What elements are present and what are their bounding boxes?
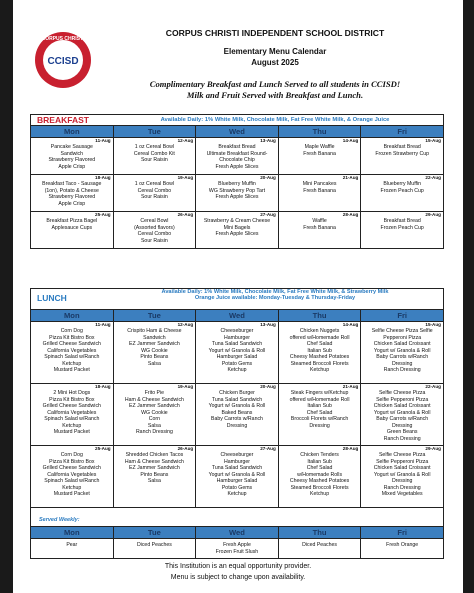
menu-items: Chicken Tenders Italian Sub Chef Salad w/Homemade Rolls Cheesy Mashed Potatoes Steamed Broccoli Florets Ketchup bbox=[289, 452, 350, 497]
ln-cell bbox=[196, 384, 279, 446]
bf-cell bbox=[361, 138, 444, 175]
date-label: 28-Aug bbox=[342, 446, 359, 451]
menu-items: Shredded Chicken Tacos Ham & Cheese Sandwich EZ Jammer Sandwich Pinto Beans Salsa bbox=[124, 452, 184, 484]
date-label: 12-Aug bbox=[177, 322, 194, 327]
footer-line-2: Menu is subject to change upon availability. bbox=[170, 574, 306, 581]
menu-items: Selfie Cheese Pizza Selfie Pepperoni Pizza Chicken Salad Croissant Yogurt w/ Granola & Roll Baby Carrots w/Ranch Dressing Ranch Dressing bbox=[371, 328, 433, 373]
bf-cell bbox=[361, 212, 444, 249]
menu-items: Selfie Cheese Pizza Selfie Pepperoni Pizza Chicken Salad Croissant Yogurt w/ Granola & Roll Baby Carrots w/Ranch Dressing Green Beans Ranch Dressing bbox=[373, 390, 431, 442]
menu-items: Cereal Bowl (Assorted flavors) Cereal Combo Sour Raisin bbox=[134, 218, 175, 244]
menu-items: Crispito Ham & Cheese Sandwich EZ Jammer Sandwich WG Cookie Pinto Beans Salsa bbox=[127, 328, 182, 367]
ln-cell bbox=[361, 446, 444, 508]
bf-cell bbox=[31, 212, 114, 249]
breakfast-available: Available Daily: 1% White Milk, Chocolate Milk, Fat Free White Milk, & Orange Juice bbox=[160, 117, 390, 123]
menu-items: Corn Dog Pizza Kit Bistro Box Grilled Cheese Sandwich California Vegetables Spinach Salad w/Ranch Ketchup Mustard Packet bbox=[42, 452, 101, 497]
date-label: 25-Aug bbox=[95, 212, 111, 217]
ln-cell bbox=[278, 384, 361, 446]
date-label: 18-Aug bbox=[95, 175, 111, 180]
menu-items: Corn Dog Pizza Kit Bistro Box Grilled Cheese Sandwich California Vegetables Spinach Salad w/Ranch Ketchup Mustard Packet bbox=[42, 328, 101, 373]
menu-items: Chicken Nuggets offered w/Homemade Roll Chef Salad Italian Sub Cheesy Mashed Potatoes Steamed Broccoli Florets Ketchup bbox=[289, 328, 350, 373]
ln-day-tue: Tue bbox=[113, 310, 196, 322]
menu-items: Mini Pancakes Fresh Banana bbox=[302, 181, 337, 194]
weekly-item: Pear bbox=[66, 542, 78, 548]
menu-items: 1 oz Cereal Bowl Cereal Combo Sour Raisin bbox=[134, 181, 174, 200]
menu-items: Cheeseburger Hamburger Tuna Salad Sandwich Yogurt w/ Granola & Roll Hamburger Salad Potato Gems Ketchup bbox=[208, 452, 266, 497]
menu-items: Breakfast Pizza Bagel Applesauce Cups bbox=[46, 218, 98, 231]
menu-items: Breakfast Bread Ultimate Breakfast Round- Chocolate Chip Fresh Apple Slices bbox=[206, 144, 268, 170]
date-label: 21-Aug bbox=[342, 384, 359, 389]
menu-items: Breakfast Bread Frozen Peach Cup bbox=[380, 218, 424, 231]
notice-line-1: Complimentary Breakfast and Lunch Served to all students in CCISD! bbox=[149, 79, 401, 89]
date-label: 15-Aug bbox=[425, 138, 441, 143]
bf-day-wed: Wed bbox=[196, 126, 279, 138]
bf-cell bbox=[361, 175, 444, 212]
date-label: 26-Aug bbox=[177, 212, 194, 217]
menu-items: Pancake Sausage Sandwich Strawberry Flavored Apple Crisp bbox=[48, 144, 96, 170]
menu-items: Chicken Burger Tuna Salad Sandwich Yogurt w/ Granola & Roll Baked Beans Baby Carrots w/Ranch Dressing bbox=[208, 390, 266, 429]
menu-items: Strawberry & Cream Cheese Mini Bagels Fresh Apple Slices bbox=[203, 218, 271, 237]
weekly-label: Served Weekly: bbox=[39, 517, 80, 523]
bf-cell bbox=[113, 212, 196, 249]
wk-day-mon: Mon bbox=[31, 527, 114, 539]
date-label: 26-Aug bbox=[177, 446, 194, 451]
ln-day-thu: Thu bbox=[278, 310, 361, 322]
district-name: CORPUS CHRISTI INDEPENDENT SCHOOL DISTRICT bbox=[165, 28, 385, 38]
menu-items: Steak Fingers w/Ketchup offered w/Homemade Roll Italian Sub Chef Salad Broccoli Florets w/Ranch Dressing bbox=[289, 390, 350, 429]
logo-mid-text: CCISD bbox=[47, 56, 79, 67]
date-label: 11-Aug bbox=[95, 138, 111, 143]
date-label: 15-Aug bbox=[425, 322, 441, 327]
bf-cell bbox=[196, 212, 279, 249]
date-label: 21-Aug bbox=[342, 175, 359, 180]
weekly-cell bbox=[278, 539, 361, 559]
weekly-item: Diced Peaches bbox=[136, 542, 172, 548]
bf-cell bbox=[31, 175, 114, 212]
menu-items: 1 oz Cereal Bowl Cereal Combo Kit Sour Raisin bbox=[133, 144, 175, 163]
menu-items: Maple Waffle Fresh Banana bbox=[303, 144, 336, 157]
bf-cell bbox=[278, 138, 361, 175]
right-dark-edge bbox=[463, 0, 474, 593]
date-label: 22-Aug bbox=[425, 175, 441, 180]
menu-items: Cheeseburger Hamburger Tuna Salad Sandwich Yogurt w/ Granola & Roll Hamburger Salad Potato Gems Ketchup bbox=[208, 328, 266, 373]
date-label: 29-Aug bbox=[425, 446, 441, 451]
menu-items: Blueberry Muffin Frozen Peach Cup bbox=[380, 181, 424, 194]
ln-cell bbox=[113, 384, 196, 446]
logo-top-text: CORPUS CHRISTI bbox=[41, 36, 85, 42]
wk-day-fri: Fri bbox=[361, 527, 444, 539]
bf-cell bbox=[278, 212, 361, 249]
weekly-cell bbox=[31, 539, 114, 559]
bf-cell bbox=[278, 175, 361, 212]
weekly-cell bbox=[361, 539, 444, 559]
ln-cell bbox=[31, 322, 114, 384]
ln-cell bbox=[361, 384, 444, 446]
date-label: 29-Aug bbox=[425, 212, 441, 217]
menu-month: August 2025 bbox=[251, 58, 299, 67]
ln-cell bbox=[361, 322, 444, 384]
date-label: 14-Aug bbox=[342, 322, 359, 327]
lunch-available: Available Daily: 1% White Milk, Chocolate Milk, Fat Free White Milk, & Strawberry Milk bbox=[161, 289, 389, 295]
date-label: 19-Aug bbox=[177, 175, 194, 180]
bf-cell bbox=[113, 175, 196, 212]
weekly-item: Fresh Apple Frozen Fruit Slush bbox=[215, 542, 259, 555]
weekly-item: Diced Peaches bbox=[302, 542, 338, 548]
menu-items: Breakfast Bread Frozen Strawberry Cup bbox=[375, 144, 429, 157]
date-label: 19-Aug bbox=[177, 384, 194, 389]
lunch-juice: Orange Juice available: Monday-Tuesday & Thursday-Friday bbox=[194, 295, 356, 301]
ln-cell bbox=[196, 446, 279, 508]
notice-line-2: Milk and Fruit Served with Breakfast and Lunch. bbox=[186, 90, 364, 100]
ln-cell bbox=[113, 446, 196, 508]
wk-day-tue: Tue bbox=[113, 527, 196, 539]
bf-cell bbox=[196, 175, 279, 212]
weekly-item: Fresh Orange bbox=[386, 542, 419, 548]
bf-day-mon: Mon bbox=[31, 126, 114, 138]
date-label: 12-Aug bbox=[177, 138, 194, 143]
bf-day-thu: Thu bbox=[278, 126, 361, 138]
date-label: 13-Aug bbox=[260, 138, 276, 143]
bf-cell bbox=[31, 138, 114, 175]
menu-items: Waffle Fresh Banana bbox=[303, 218, 336, 231]
weekly-cell bbox=[196, 539, 279, 559]
date-label: 27-Aug bbox=[260, 446, 276, 451]
footer-line-1: This Institution is an equal opportunity provider. bbox=[164, 563, 312, 570]
date-label: 14-Aug bbox=[342, 138, 359, 143]
breakfast-table bbox=[30, 114, 444, 249]
ln-cell bbox=[31, 384, 114, 446]
breakfast-label: BREAKFAST bbox=[37, 115, 89, 125]
left-dark-edge bbox=[0, 0, 13, 593]
menu-items: Frito Pie Ham & Cheese Sandwich EZ Jammer Sandwich WG Cookie Corn Salsa Ranch Dressing bbox=[124, 390, 184, 435]
wk-day-thu: Thu bbox=[278, 527, 361, 539]
ln-cell bbox=[278, 322, 361, 384]
wk-day-wed: Wed bbox=[196, 527, 279, 539]
bf-cell bbox=[113, 138, 196, 175]
date-label: 13-Aug bbox=[260, 322, 276, 327]
ccisd-logo bbox=[33, 30, 93, 90]
ln-day-mon: Mon bbox=[31, 310, 114, 322]
lunch-label: LUNCH bbox=[37, 293, 67, 303]
date-label: 18-Aug bbox=[95, 384, 111, 389]
menu-items: Breakfast Taco - Sausage (1on), Potato & Cheese Strawberry Flavored Apple Crisp bbox=[42, 181, 102, 207]
weekly-cell bbox=[113, 539, 196, 559]
bf-day-tue: Tue bbox=[113, 126, 196, 138]
bf-day-fri: Fri bbox=[361, 126, 444, 138]
ln-cell bbox=[278, 446, 361, 508]
ln-cell bbox=[196, 322, 279, 384]
date-label: 25-Aug bbox=[95, 446, 111, 451]
date-label: 20-Aug bbox=[260, 175, 276, 180]
menu-items: 2 Mini Hot Dogs Pizza Kit Bistro Box Grilled Cheese Sandwich California Vegetables Spinach Salad w/Ranch Ketchup Mustard Packet bbox=[42, 390, 101, 435]
date-label: 27-Aug bbox=[260, 212, 276, 217]
menu-items: Selfie Cheese Pizza Selfie Pepperoni Pizza Chicken Salad Croissant Yogurt w/ Granola & Roll Dressing Ranch Dressing Mixed Vegetables bbox=[373, 452, 431, 497]
date-label: 28-Aug bbox=[342, 212, 359, 217]
ln-cell bbox=[31, 446, 114, 508]
date-label: 22-Aug bbox=[425, 384, 441, 389]
menu-title: Elementary Menu Calendar bbox=[223, 47, 327, 56]
date-label: 20-Aug bbox=[260, 384, 276, 389]
ln-day-wed: Wed bbox=[196, 310, 279, 322]
menu-items: Blueberry Muffin WG Strawberry Pop Tart Fresh Apple Slices bbox=[208, 181, 266, 200]
lunch-table bbox=[30, 288, 444, 559]
ln-cell bbox=[113, 322, 196, 384]
date-label: 11-Aug bbox=[95, 322, 111, 327]
ln-day-fri: Fri bbox=[361, 310, 444, 322]
bf-cell bbox=[196, 138, 279, 175]
